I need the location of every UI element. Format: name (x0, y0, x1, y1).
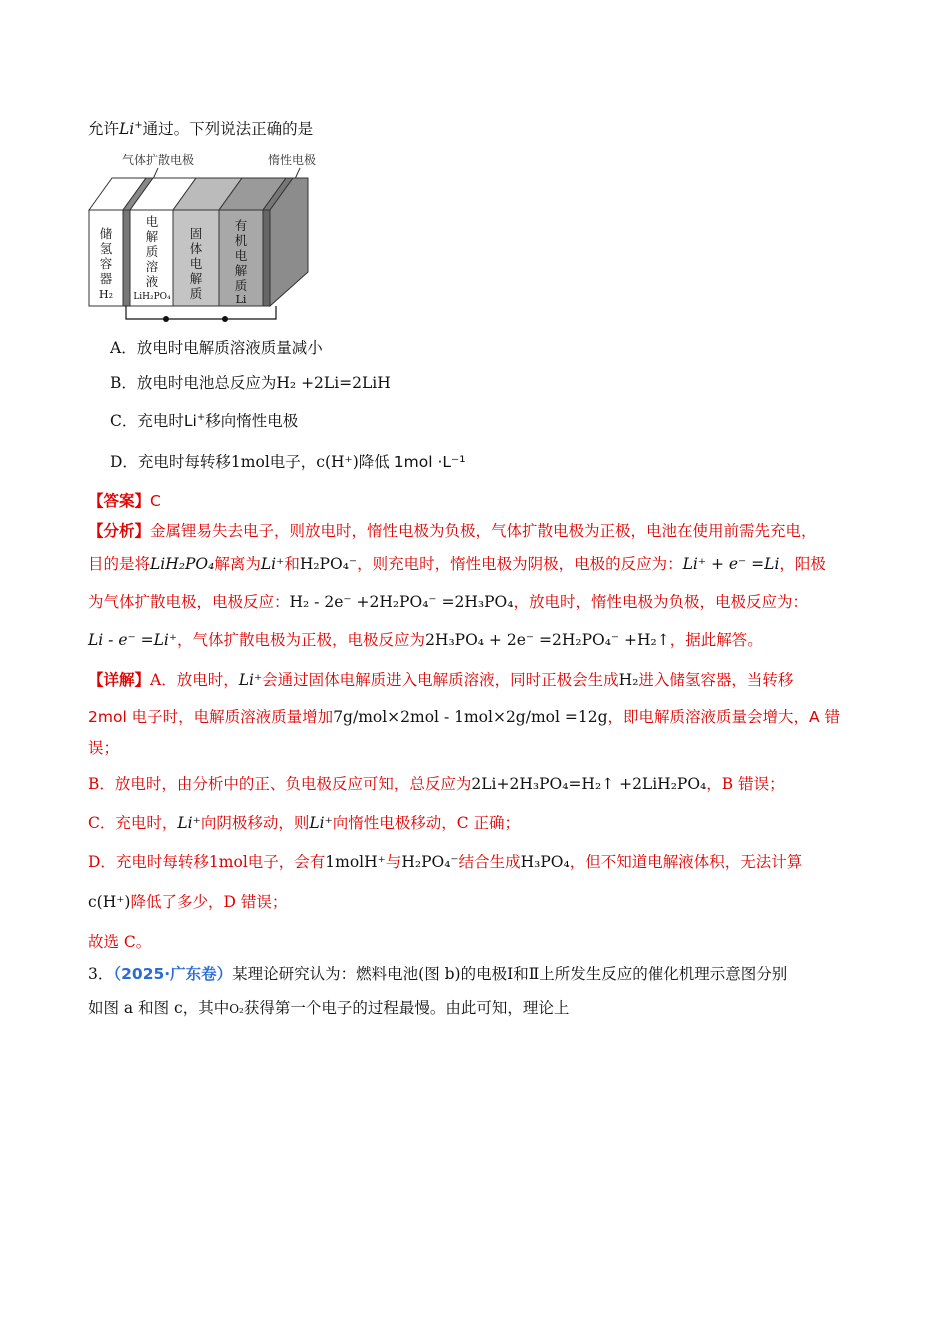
detail-1c: 会通过固体电解质进入电解质溶液，同时正极会生成 (262, 671, 619, 689)
option-d (110, 451, 465, 473)
detail-1e: 进入储氢容器，当转移 (638, 671, 794, 689)
option-d-text-mid: 降低 (358, 453, 390, 471)
q3-source: （2025·广东卷） (113, 965, 233, 983)
q3-o2: O₂ (229, 1002, 244, 1016)
detail-c-e: 向惰性电极移动，C 正确； (332, 814, 521, 832)
col4-char-3: 解 (234, 263, 248, 278)
analysis-line-3 (88, 591, 808, 613)
li-charge: + (134, 119, 143, 131)
front-gas-electrode (123, 210, 130, 306)
analysis-4a: Li - e⁻ =Li⁺ (88, 631, 178, 649)
col4-char-2: 电 (234, 248, 248, 263)
analysis-2a: 目的是将 (88, 555, 151, 573)
detail-c-line (88, 812, 520, 834)
col1-formula: H₂ (98, 288, 114, 301)
option-d-concentration: c(H⁺) (316, 453, 359, 471)
col2-formula: LiH₂PO₄ (133, 292, 171, 302)
option-d-unit: 1mol ·L⁻¹ (393, 453, 466, 471)
col4-char-0: 有 (234, 218, 248, 233)
battery-diagram (86, 146, 336, 326)
detail-1d: H₂ (618, 671, 639, 689)
detail-c-c: 向阴极移动，则 (200, 814, 310, 832)
detail-d-d: H₂PO₄⁻ (401, 853, 459, 871)
detail-line-1 (88, 669, 793, 691)
col2-char-4: 液 (145, 274, 159, 289)
option-d-text: D．充电时每转移1mol电子， (110, 453, 317, 471)
col4-char-1: 机 (234, 233, 248, 248)
answer-line (88, 490, 161, 512)
detail-2c: ，即电解质溶液质量会增大，A 错 (607, 708, 841, 726)
detail-c-d: Li⁺ (309, 814, 333, 832)
col1-char-0: 储 (99, 226, 113, 241)
col2-char-0: 电 (145, 214, 159, 229)
col3-char-1: 体 (189, 241, 203, 256)
analysis-tag: 【分析】 (88, 521, 151, 540)
analysis-2i: ，阳极 (779, 555, 826, 573)
col2-char-2: 质 (145, 244, 159, 259)
li-symbol: Li (119, 120, 135, 138)
col1-char-3: 器 (99, 271, 113, 286)
detail-c-a: C．充电时， (88, 814, 178, 832)
option-b-text: B．放电时电池总反应为 (110, 374, 277, 392)
col1-char-1: 氢 (99, 241, 113, 256)
conclusion (88, 931, 151, 953)
col4-char-4: 质 (234, 278, 248, 293)
analysis-2e: 和 (284, 555, 300, 573)
detail-d-line-2 (88, 891, 287, 913)
analysis-4d: ，据此解答。 (669, 631, 763, 649)
conclusion-text: 故选 C。 (88, 933, 152, 951)
detail-d-line (88, 851, 802, 873)
intro-text: 允许 (88, 120, 120, 138)
col3-char-3: 解 (189, 271, 203, 286)
col2-char-1: 解 (145, 229, 159, 244)
detail-d-g: ，但不知道电解液体积，无法计算 (569, 853, 803, 871)
intro-text-end: 通过。下列说法正确的是 (142, 120, 314, 138)
analysis-3c: ，放电时，惰性电极为负极，电极反应为： (513, 593, 808, 611)
analysis-line-4 (88, 629, 763, 651)
detail-d-e: 结合生成 (458, 853, 521, 871)
detail-d-c: 与 (385, 853, 402, 871)
option-a-text: A．放电时电解质溶液质量减小 (110, 339, 323, 357)
analysis-4b: ，气体扩散电极为正极，电极反应为 (177, 631, 426, 649)
detail-1a: A．放电时， (150, 671, 239, 689)
answer-tag: 【答案】 (88, 492, 151, 510)
option-b (110, 372, 391, 394)
analysis-2g: ，则充电时，惰性电极为阴极，电极的反应为： (357, 555, 683, 573)
terminal-dot-left (163, 316, 169, 322)
detail-d-b: 1molH⁺ (325, 853, 386, 871)
detail-line-2 (88, 706, 840, 728)
detail-3: 误； (88, 739, 120, 757)
option-c-li: Li (183, 412, 197, 430)
detail-d-f: H₃PO₄ (520, 853, 570, 871)
detail-b-line (88, 773, 785, 795)
detail-b-b: 2Li+2H₃PO₄=H₂↑ +2LiH₂PO₄ (471, 775, 707, 793)
q3-text-2c: 获得第一个电子的过程最慢。由此可知，理论上 (243, 999, 570, 1017)
label-inert-electrode: 惰性电极 (268, 153, 317, 167)
detail-b-a: B．放电时，由分析中的正、负电极反应可知，总反应为 (88, 775, 472, 793)
detail-2b: 7g/mol×2mol - 1mol×2g/mol =12g (333, 708, 608, 726)
option-c-text-end: 移向惰性电极 (205, 412, 299, 430)
option-a (110, 337, 323, 359)
detail-d2-a: c(H⁺) (88, 893, 131, 911)
analysis-3a: 为气体扩散电极，电极反应： (88, 593, 290, 611)
detail-b-c: ，B 错误； (706, 775, 785, 793)
col2-char-3: 溶 (145, 259, 159, 274)
front-inert-electrode (263, 210, 270, 306)
option-b-equation: H₂ +2Li=2LiH (276, 374, 391, 392)
detail-d2-b: 降低了多少，D 错误； (130, 893, 288, 911)
option-c-text: C．充电时 (110, 412, 184, 430)
analysis-line-1 (88, 520, 817, 542)
analysis-2h: Li⁺ + e⁻ =Li (682, 555, 780, 573)
col1-char-2: 容 (99, 256, 113, 271)
detail-c-b: Li⁺ (177, 814, 201, 832)
detail-1b: Li⁺ (238, 671, 263, 689)
analysis-2b: LiH₂PO₄ (150, 555, 215, 573)
detail-d-a: D．充电时每转移1mol电子，会有 (88, 853, 326, 871)
q3-line-1 (88, 963, 787, 985)
detail-tag: 【详解】 (88, 670, 151, 689)
q3-text-1: 某理论研究认为：燃料电池(图 b)的电极Ⅰ和Ⅱ上所发生反应的催化机理示意图分别 (232, 965, 788, 983)
analysis-text-1: 金属锂易失去电子，则放电时，惰性电极为负极，气体扩散电极为正极，电池在使用前需先充电， (150, 522, 817, 540)
q3-number: 3． (88, 965, 114, 983)
analysis-2f: H₂PO₄⁻ (299, 555, 358, 573)
col3-char-0: 固 (189, 226, 203, 241)
detail-line-3 (88, 737, 119, 759)
detail-2a: 2mol 电子时，电解质溶液质量增加 (88, 708, 334, 726)
terminal-dot-right (222, 316, 228, 322)
option-c: C．充电时Li+移向惰性电极 (110, 411, 299, 430)
col4-formula: Li (235, 293, 247, 306)
analysis-2d: Li⁺ (260, 555, 285, 573)
intro-line (88, 118, 313, 140)
q3-text-2a: 如图 a 和图 c，其中 (88, 999, 230, 1017)
analysis-3b: H₂ - 2e⁻ +2H₂PO₄⁻ =2H₃PO₄ (289, 593, 514, 611)
q3-line-2 (88, 997, 569, 1020)
analysis-2c: 解离为 (214, 555, 261, 573)
analysis-4c: 2H₃PO₄ + 2e⁻ =2H₂PO₄⁻ +H₂↑ (425, 631, 670, 649)
col3-char-4: 质 (189, 286, 203, 301)
answer-value: C (150, 492, 161, 510)
col3-char-2: 电 (189, 256, 203, 271)
analysis-line-2 (88, 553, 826, 575)
external-circuit-wire (126, 306, 276, 319)
label-gas-electrode: 气体扩散电极 (122, 153, 195, 167)
